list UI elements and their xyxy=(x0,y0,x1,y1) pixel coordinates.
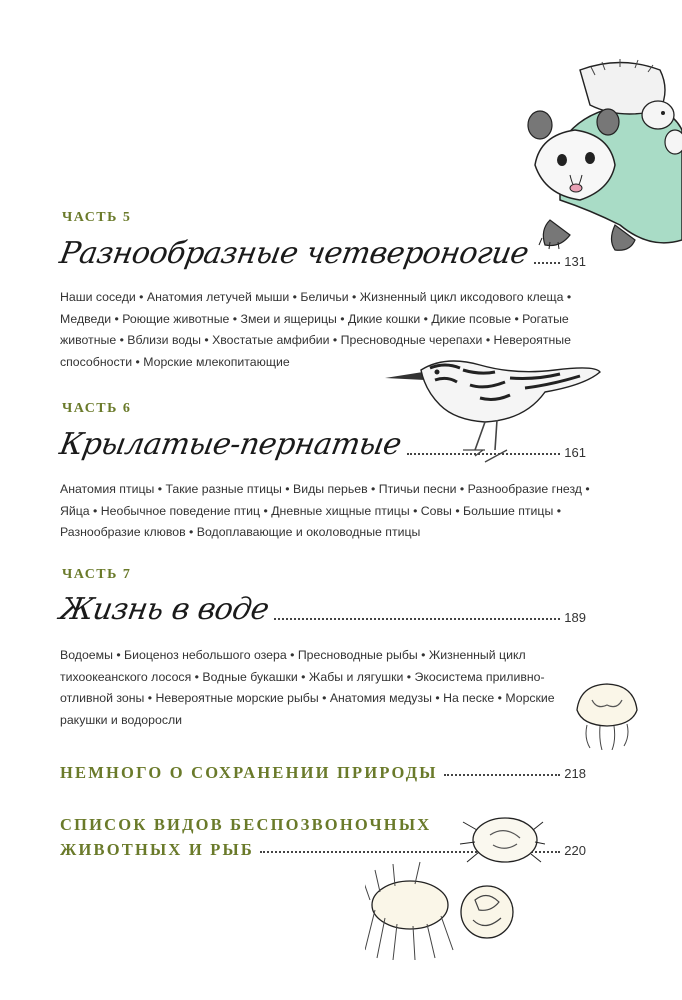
part-5-page: 131 xyxy=(564,254,586,269)
part-6-label: ЧАСТЬ 6 xyxy=(62,401,132,416)
conservation-page: 218 xyxy=(564,766,586,781)
part-7-title-row[interactable] xyxy=(56,592,586,627)
part-6-page: 161 xyxy=(564,445,586,460)
part-6-title: Крылатые-пернатые xyxy=(56,427,404,462)
dot-leader xyxy=(407,452,561,455)
species-list-title-line-1[interactable]: СПИСОК ВИДОВ БЕСПОЗВОНОЧНЫХ xyxy=(60,815,432,834)
part-7-topics: Водоемы • Биоценоз небольшого озера • Пресноводные рыбы • Жизненный цикл тихоокеанского лосося • Водные букашки • Жабы и лягушки • Экосистема приливно-отливной зоны • Невероятные морские рыбы • Анатомия медузы • На песке • Морские ракушки и водоросли xyxy=(60,648,555,727)
species-list-title-line-2: ЖИВОТНЫХ И РЫБ xyxy=(60,840,255,859)
species-list-page: 220 xyxy=(564,843,586,858)
opossum-illustration xyxy=(520,50,682,255)
dot-leader xyxy=(444,773,561,776)
dot-leader xyxy=(534,261,560,264)
part-7-label: ЧАСТЬ 7 xyxy=(62,567,132,582)
part-6-title-row[interactable] xyxy=(56,427,586,462)
conservation-title: НЕМНОГО О СОХРАНЕНИИ ПРИРОДЫ xyxy=(60,763,438,782)
conservation-row[interactable] xyxy=(60,763,586,783)
jellyfish-illustration xyxy=(572,680,642,750)
part-6-topics: Анатомия птицы • Такие разные птицы • Виды перьев • Птичьи песни • Разнообразие гнезд • Яйца • Необычное поведение птиц • Дневные хищные птицы • Совы • Большие птицы • Разнообразие клювов • Водоплавающие и околоводные птицы xyxy=(60,482,590,539)
dot-leader xyxy=(274,617,560,620)
part-5-title-row[interactable] xyxy=(56,236,586,271)
part-5-topics: Наши соседи • Анатомия летучей мыши • Беличьи • Жизненный цикл иксодового клеща • Медведи • Роющие животные • Змеи и ящерицы • Дикие кошки • Дикие псовые • Рогатые животные • Вблизи воды • Хвостатые амфибии • Пресноводные черепахи • Невероятные способности • Морские млекопитающие xyxy=(60,290,572,369)
part-7-page: 189 xyxy=(564,610,586,625)
part-7-title: Жизнь в воде xyxy=(56,592,272,627)
part-5-title: Разнообразные четвероногие xyxy=(56,236,532,271)
part-5-label: ЧАСТЬ 5 xyxy=(62,210,132,225)
sea-creatures-illustration xyxy=(365,800,545,960)
